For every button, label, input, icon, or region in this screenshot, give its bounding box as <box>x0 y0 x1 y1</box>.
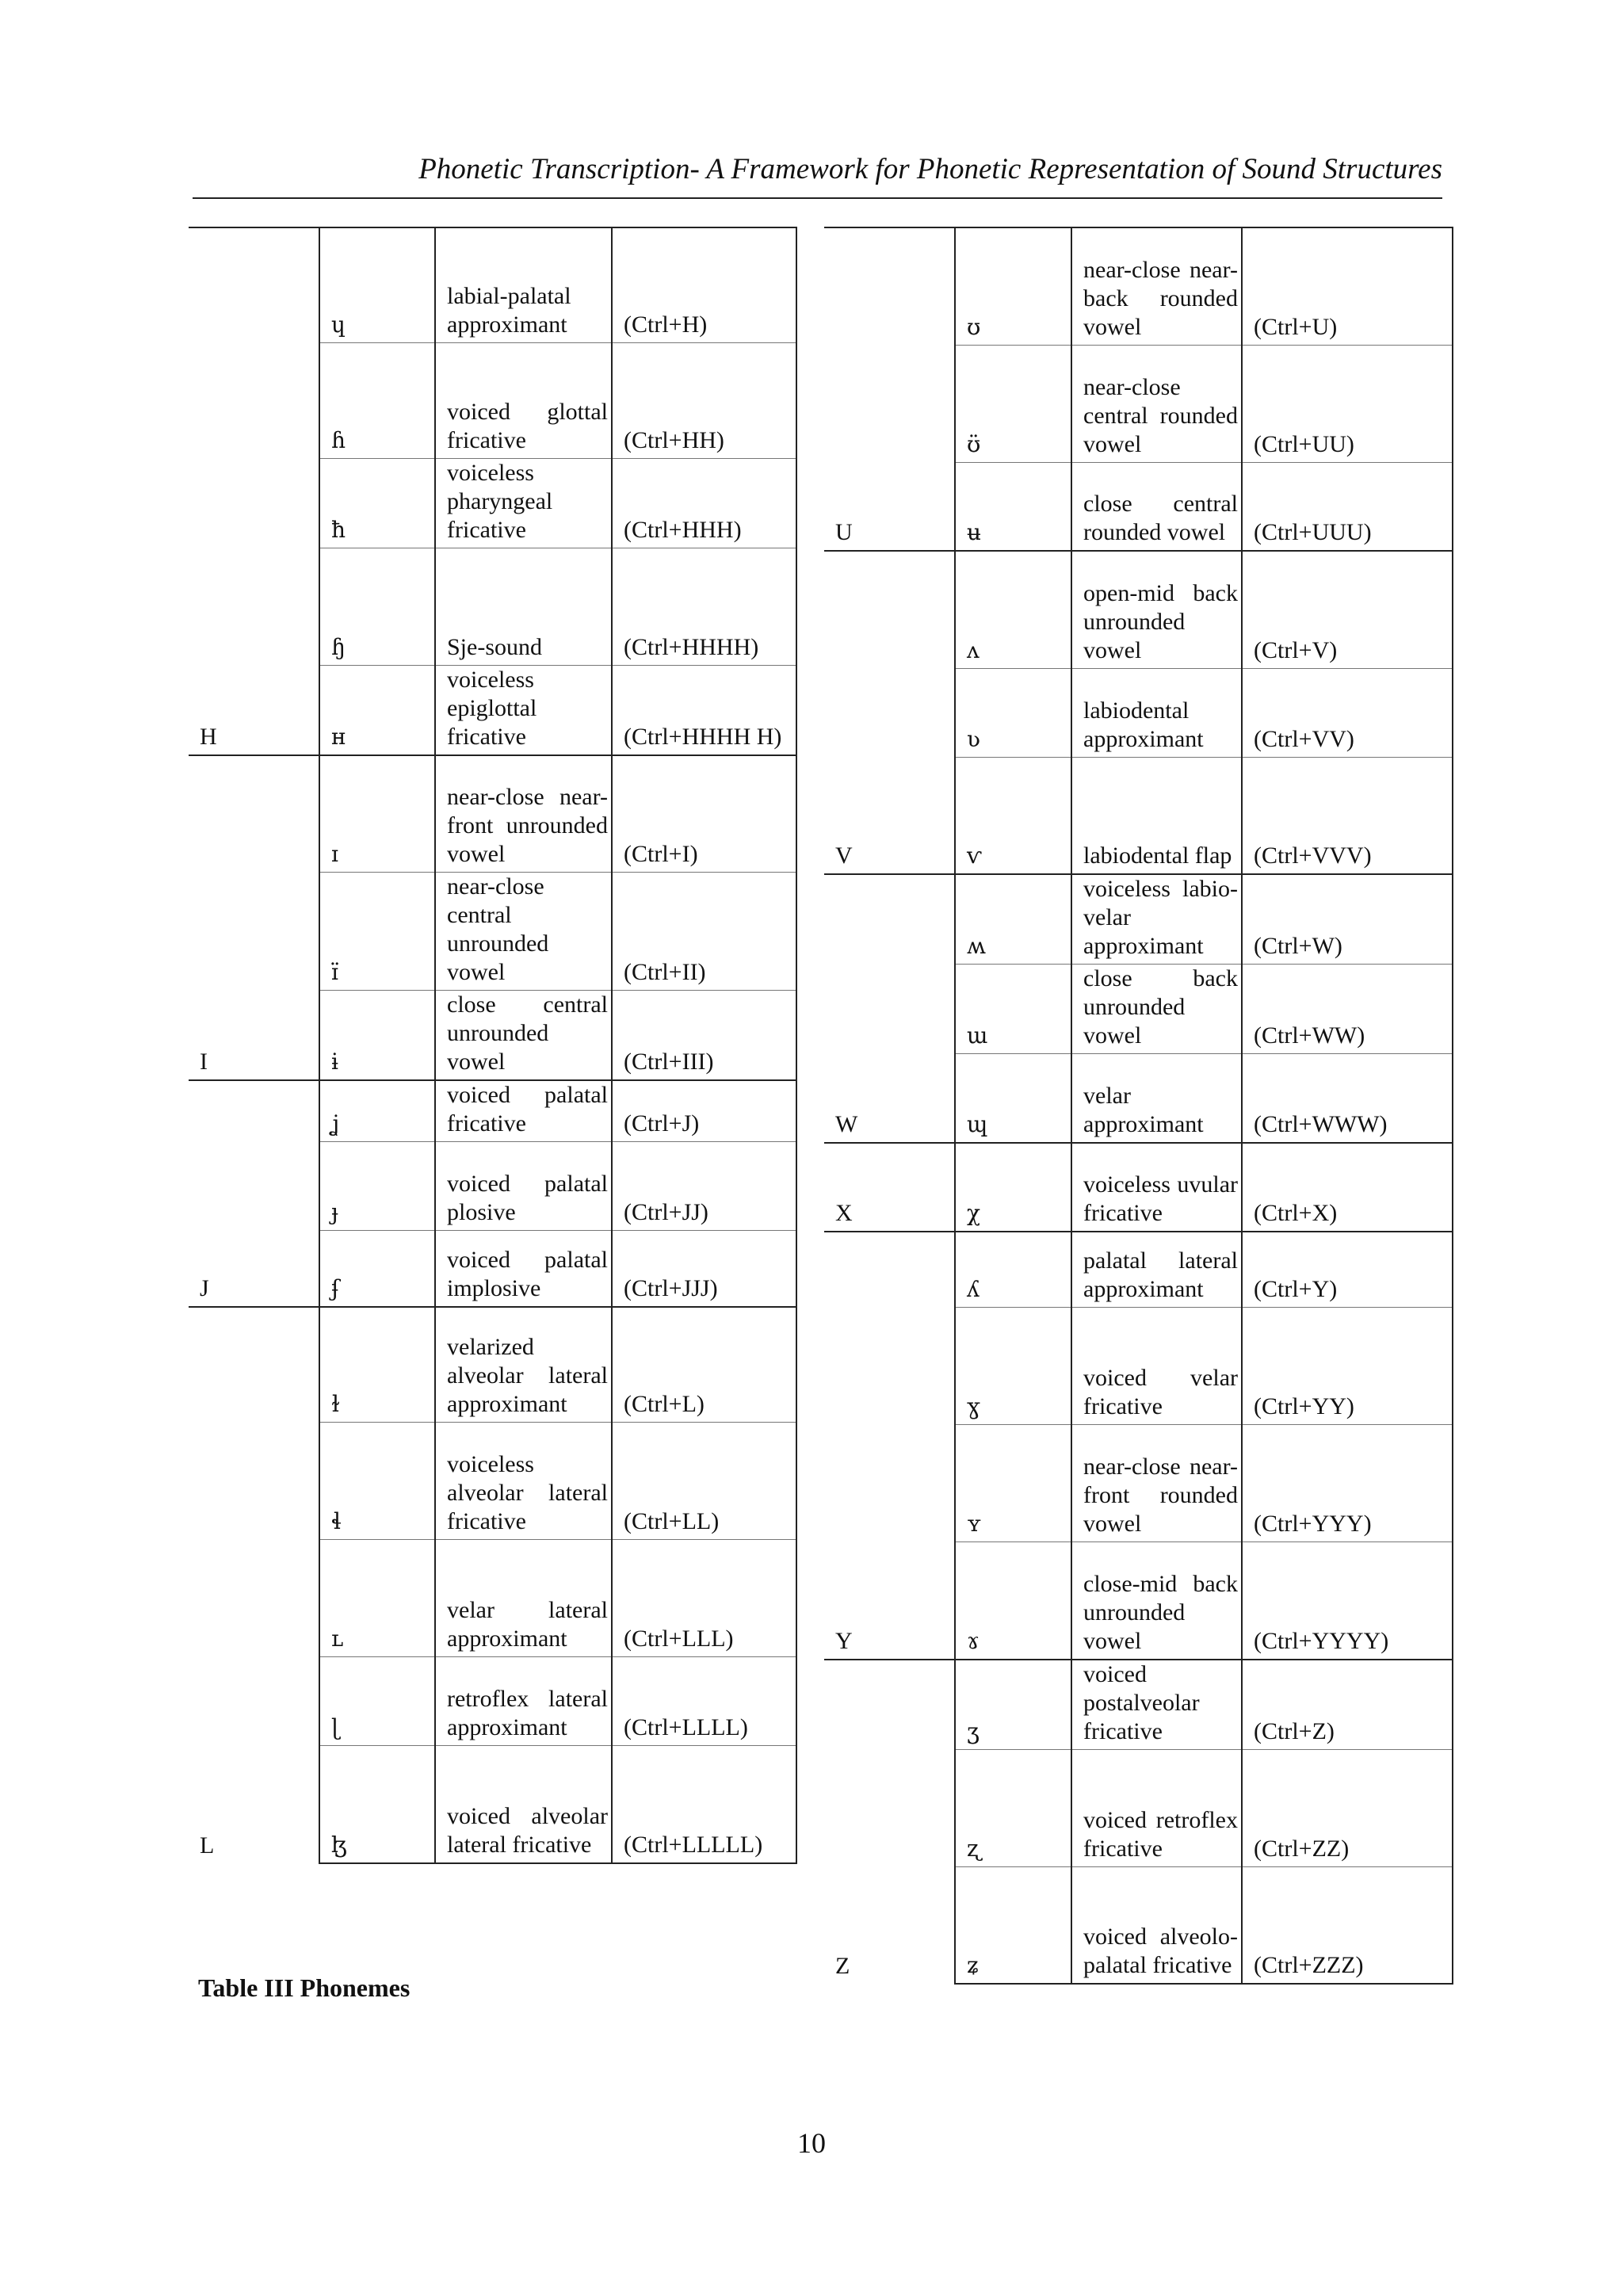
ipa-symbol: ɦ <box>319 342 435 458</box>
running-header: Phonetic Transcription- A Framework for Phonetic Representation of Sound Structures <box>418 153 1442 185</box>
ipa-symbol: ɪ̈ <box>319 873 435 991</box>
keyboard-shortcut: (Ctrl+LLL) <box>612 1540 796 1657</box>
keyboard-shortcut: (Ctrl+L) <box>612 1307 796 1423</box>
ipa-symbol: ʌ <box>955 551 1071 668</box>
keyboard-shortcut: (Ctrl+WWW) <box>1242 1054 1453 1143</box>
keyboard-shortcut: (Ctrl+X) <box>1242 1143 1453 1232</box>
ipa-symbol: ɰ <box>955 1054 1071 1143</box>
ipa-symbol: ʍ <box>955 874 1071 965</box>
phoneme-description: labiodental approximant <box>1071 668 1242 757</box>
letter-cell: L <box>189 1307 319 1863</box>
phoneme-description: voiceless labio-velar approximant <box>1071 874 1242 965</box>
keyboard-shortcut: (Ctrl+UUU) <box>1242 462 1453 551</box>
ipa-symbol: ʒ <box>955 1660 1071 1750</box>
phoneme-description: retroflex lateral approximant <box>435 1657 612 1746</box>
ipa-symbol: ɭ <box>319 1657 435 1746</box>
header-rule <box>193 197 1442 199</box>
keyboard-shortcut: (Ctrl+H) <box>612 227 796 342</box>
ipa-symbol: ʑ <box>955 1866 1071 1984</box>
keyboard-shortcut: (Ctrl+I) <box>612 755 796 873</box>
ipa-symbol: ɪ <box>319 755 435 873</box>
keyboard-shortcut: (Ctrl+VV) <box>1242 668 1453 757</box>
phoneme-description: voiceless uvular fricative <box>1071 1143 1242 1232</box>
keyboard-shortcut: (Ctrl+LLLLL) <box>612 1746 796 1863</box>
phoneme-description: voiced palatal plosive <box>435 1142 612 1231</box>
keyboard-shortcut: (Ctrl+HH) <box>612 342 796 458</box>
phoneme-description: voiced alveolar lateral fricative <box>435 1746 612 1863</box>
ipa-symbol: ʏ <box>955 1425 1071 1542</box>
phoneme-description: voiced postalveolar fricative <box>1071 1660 1242 1750</box>
keyboard-shortcut: (Ctrl+JJ) <box>612 1142 796 1231</box>
phoneme-description: voiced alveolo-palatal fricative <box>1071 1866 1242 1984</box>
phoneme-description: labial-palatal approximant <box>435 227 612 342</box>
ipa-symbol: ɬ <box>319 1423 435 1540</box>
phoneme-description: near-close central unrounded vowel <box>435 873 612 991</box>
keyboard-shortcut: (Ctrl+Y) <box>1242 1232 1453 1308</box>
ipa-symbol: ⱱ <box>955 757 1071 874</box>
phoneme-row <box>189 1307 796 1423</box>
keyboard-shortcut: (Ctrl+VVV) <box>1242 757 1453 874</box>
phoneme-description: voiceless alveolar lateral fricative <box>435 1423 612 1540</box>
ipa-symbol: ʎ <box>955 1232 1071 1308</box>
phoneme-description: close central rounded vowel <box>1071 462 1242 551</box>
ipa-symbol: ʊ <box>955 227 1071 345</box>
phoneme-description: voiced velar fricative <box>1071 1308 1242 1425</box>
phoneme-description: labiodental flap <box>1071 757 1242 874</box>
phoneme-description: palatal lateral approximant <box>1071 1232 1242 1308</box>
phoneme-row <box>824 1143 1453 1232</box>
ipa-symbol: ʟ <box>319 1540 435 1657</box>
ipa-symbol: ɣ <box>955 1308 1071 1425</box>
ipa-symbol: ʊ̈ <box>955 345 1071 462</box>
phoneme-row <box>189 227 796 342</box>
phoneme-description: velar lateral approximant <box>435 1540 612 1657</box>
keyboard-shortcut: (Ctrl+YY) <box>1242 1308 1453 1425</box>
ipa-symbol: ɤ <box>955 1542 1071 1660</box>
letter-cell: X <box>824 1143 955 1232</box>
page-number: 10 <box>797 2127 826 2159</box>
phoneme-description: near-close central rounded vowel <box>1071 345 1242 462</box>
phoneme-description: close-mid back unrounded vowel <box>1071 1542 1242 1660</box>
ipa-symbol: ɟ <box>319 1142 435 1231</box>
ipa-symbol: ɥ <box>319 227 435 342</box>
keyboard-shortcut: (Ctrl+WW) <box>1242 965 1453 1054</box>
ipa-symbol: ʄ <box>319 1231 435 1307</box>
keyboard-shortcut: (Ctrl+YYYY) <box>1242 1542 1453 1660</box>
ipa-symbol: ɧ <box>319 548 435 665</box>
phoneme-description: close back unrounded vowel <box>1071 965 1242 1054</box>
letter-cell: W <box>824 874 955 1143</box>
phoneme-description: voiced retroflex fricative <box>1071 1749 1242 1866</box>
phoneme-table-right <box>824 227 1453 1985</box>
letter-cell: Y <box>824 1232 955 1660</box>
ipa-symbol: ʜ <box>319 665 435 755</box>
phoneme-row <box>824 1660 1453 1750</box>
phoneme-row <box>189 1080 796 1142</box>
keyboard-shortcut: (Ctrl+UU) <box>1242 345 1453 462</box>
phoneme-description: voiced palatal fricative <box>435 1080 612 1142</box>
ipa-symbol: ɨ <box>319 991 435 1081</box>
phoneme-description: near-close near-front rounded vowel <box>1071 1425 1242 1542</box>
keyboard-shortcut: (Ctrl+HHH) <box>612 458 796 548</box>
phoneme-description: velar approximant <box>1071 1054 1242 1143</box>
keyboard-shortcut: (Ctrl+III) <box>612 991 796 1081</box>
phoneme-row <box>824 874 1453 965</box>
phoneme-description: voiceless pharyngeal fricative <box>435 458 612 548</box>
phoneme-description: close central unrounded vowel <box>435 991 612 1081</box>
ipa-symbol: ɮ <box>319 1746 435 1863</box>
ipa-symbol: ɫ <box>319 1307 435 1423</box>
phoneme-row <box>824 551 1453 668</box>
ipa-symbol: ɯ <box>955 965 1071 1054</box>
letter-cell: J <box>189 1080 319 1307</box>
phoneme-row <box>189 755 796 873</box>
keyboard-shortcut: (Ctrl+ZZ) <box>1242 1749 1453 1866</box>
phoneme-description: near-close near-back rounded vowel <box>1071 227 1242 345</box>
keyboard-shortcut: (Ctrl+HHHH H) <box>612 665 796 755</box>
keyboard-shortcut: (Ctrl+HHHH) <box>612 548 796 665</box>
keyboard-shortcut: (Ctrl+ZZZ) <box>1242 1866 1453 1984</box>
phoneme-description: voiceless epiglottal fricative <box>435 665 612 755</box>
phoneme-row <box>824 1232 1453 1308</box>
keyboard-shortcut: (Ctrl+W) <box>1242 874 1453 965</box>
ipa-symbol: ʉ <box>955 462 1071 551</box>
phoneme-description: voiced glottal fricative <box>435 342 612 458</box>
ipa-symbol: χ <box>955 1143 1071 1232</box>
keyboard-shortcut: (Ctrl+II) <box>612 873 796 991</box>
keyboard-shortcut: (Ctrl+V) <box>1242 551 1453 668</box>
ipa-symbol: ʋ <box>955 668 1071 757</box>
phoneme-description: near-close near-front unrounded vowel <box>435 755 612 873</box>
phoneme-description: Sje-sound <box>435 548 612 665</box>
keyboard-shortcut: (Ctrl+Z) <box>1242 1660 1453 1750</box>
letter-cell: H <box>189 227 319 755</box>
keyboard-shortcut: (Ctrl+YYY) <box>1242 1425 1453 1542</box>
phoneme-description: open-mid back unrounded vowel <box>1071 551 1242 668</box>
keyboard-shortcut: (Ctrl+LL) <box>612 1423 796 1540</box>
letter-cell: I <box>189 755 319 1081</box>
ipa-symbol: ʝ <box>319 1080 435 1142</box>
letter-cell: V <box>824 551 955 874</box>
ipa-symbol: ʐ <box>955 1749 1071 1866</box>
phoneme-table-left <box>189 227 797 1864</box>
keyboard-shortcut: (Ctrl+J) <box>612 1080 796 1142</box>
keyboard-shortcut: (Ctrl+JJJ) <box>612 1231 796 1307</box>
table-caption: Table III Phonemes <box>198 1973 411 2002</box>
keyboard-shortcut: (Ctrl+U) <box>1242 227 1453 345</box>
letter-cell: U <box>824 227 955 551</box>
phoneme-row <box>824 227 1453 345</box>
keyboard-shortcut: (Ctrl+LLLL) <box>612 1657 796 1746</box>
ipa-symbol: ħ <box>319 458 435 548</box>
phoneme-description: voiced palatal implosive <box>435 1231 612 1307</box>
letter-cell: Z <box>824 1660 955 1985</box>
phoneme-description: velarized alveolar lateral approximant <box>435 1307 612 1423</box>
